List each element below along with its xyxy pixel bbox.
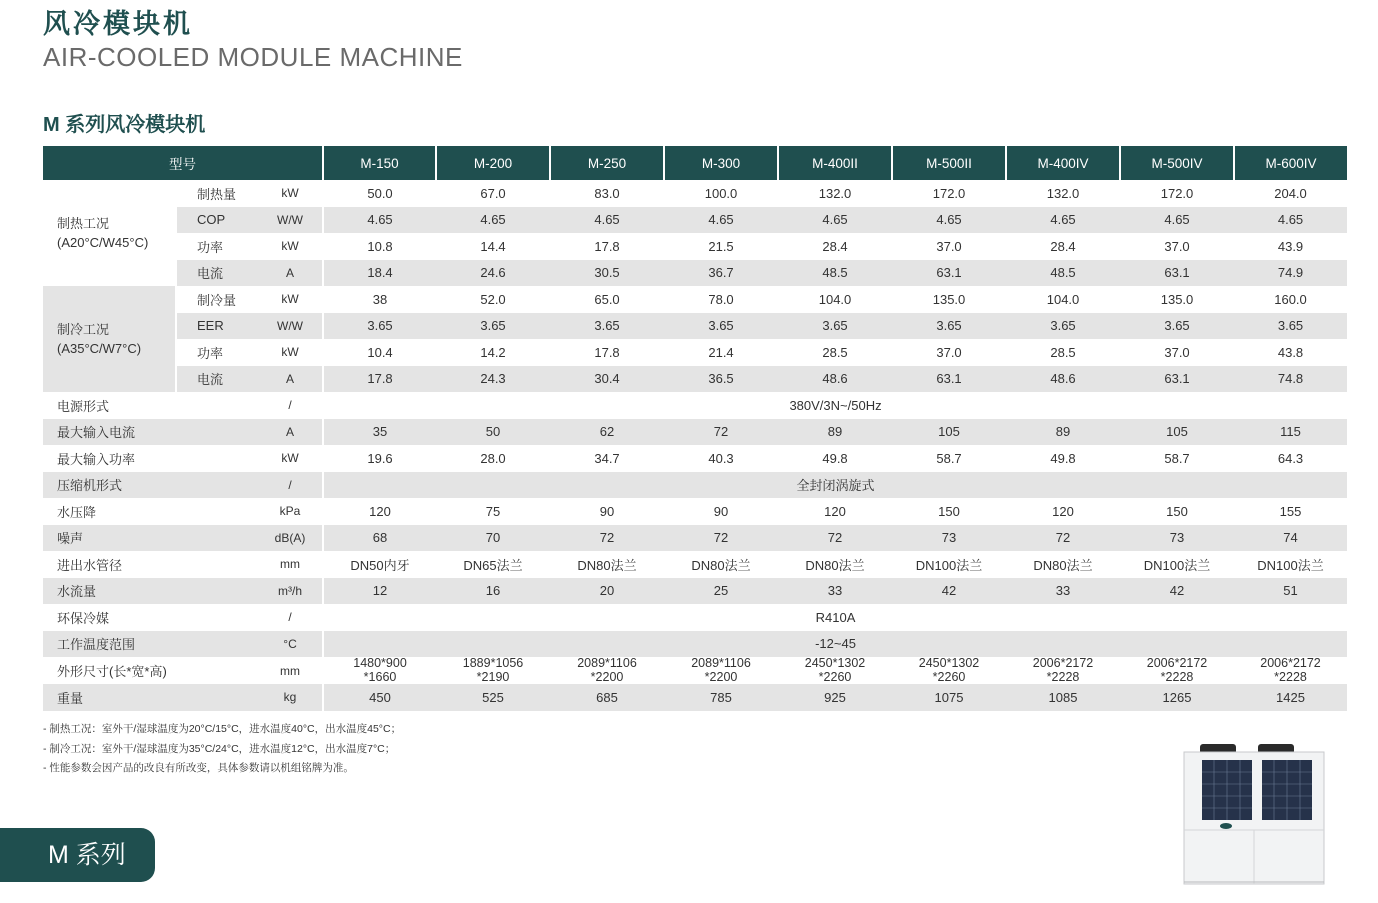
cell-value: 35	[323, 419, 436, 446]
cell-value: 36.5	[664, 366, 778, 393]
cell-value: 51	[1234, 578, 1347, 605]
header-model: M-400II	[778, 146, 892, 180]
cell-value: 2450*1302 *2260	[804, 657, 866, 684]
table-row	[43, 551, 1347, 578]
cell-value: 4.65	[436, 207, 550, 234]
row-label: 电源形式	[57, 398, 110, 414]
cell-value: 1425	[1234, 684, 1347, 711]
cell-value: 63.1	[892, 366, 1006, 393]
table-row	[43, 525, 1347, 552]
cell-value: 48.5	[778, 260, 892, 287]
table-row	[43, 286, 1347, 313]
cell-value: 2006*2172 *2228	[1260, 657, 1321, 684]
cell-value: 72	[550, 525, 664, 552]
row-label: COP	[176, 207, 258, 234]
cell-value: 37.0	[1164, 238, 1190, 254]
table-row	[43, 472, 1347, 499]
cell-value: 72	[778, 525, 892, 552]
row-label: 最大输入功率	[57, 451, 136, 467]
cell-value: 685	[550, 684, 664, 711]
cell-value: 132.0	[818, 185, 852, 201]
row-label: 制冷量	[176, 286, 258, 313]
cell-value: 75	[485, 503, 501, 519]
cell-value: 21.4	[708, 344, 734, 360]
cell-value: 204.0	[1274, 185, 1307, 201]
row-unit: /	[288, 610, 292, 625]
cell-value: 120	[824, 503, 846, 519]
cell-value: 28.4	[822, 238, 848, 254]
row-unit: A	[258, 419, 323, 446]
cell-value: 38	[323, 286, 436, 313]
cell-value: 90	[599, 503, 615, 519]
cell-value: 105	[1120, 419, 1234, 446]
group-label-line: (A35°C/W7°C)	[57, 341, 142, 356]
cell-value: 63.1	[892, 260, 1006, 287]
row-label: 水流量	[43, 578, 258, 605]
table-row	[43, 684, 1347, 711]
cell-span-value: 全封闭涡旋式	[323, 472, 1347, 499]
cell-value: 50	[436, 419, 550, 446]
cell-value: 104.0	[818, 291, 852, 307]
group-label-line: 制冷工况	[57, 322, 110, 337]
cell-value: DN100法兰	[1257, 557, 1324, 573]
cell-value: 62	[550, 419, 664, 446]
table-row	[43, 498, 1347, 525]
cell-value: DN80法兰	[691, 557, 751, 573]
row-unit: W/W	[258, 313, 323, 340]
row-unit: m³/h	[258, 578, 323, 605]
table-row	[43, 657, 1347, 684]
cell-value: DN100法兰	[915, 557, 983, 573]
cell-value: 73	[1120, 525, 1234, 552]
cell-value: 104.0	[1046, 291, 1080, 307]
header-model: M-400IV	[1006, 146, 1120, 180]
cell-value: 135.0	[1160, 291, 1194, 307]
row-label: 最大输入电流	[43, 419, 258, 446]
cell-value: DN80法兰	[805, 557, 865, 573]
cell-value: 40.3	[708, 450, 734, 466]
cell-value: 43.8	[1277, 344, 1304, 360]
cell-value: 105	[892, 419, 1006, 446]
cell-value: 37.0	[936, 238, 962, 254]
cell-value: 150	[938, 503, 960, 519]
row-unit: dB(A)	[258, 525, 323, 552]
header-model: M-600IV	[1234, 146, 1347, 180]
cell-span-value: -12~45	[323, 631, 1347, 658]
cell-value: 1085	[1006, 684, 1120, 711]
cell-value: 17.8	[323, 366, 436, 393]
cell-value: 28.5	[1050, 344, 1076, 360]
table-header-row	[43, 146, 1347, 180]
cell-value: 21.5	[708, 238, 734, 254]
cell-value: 1480*900 *1660	[323, 657, 436, 684]
row-label: EER	[176, 313, 258, 340]
page-title-en: AIR-COOLED MODULE MACHINE	[43, 42, 463, 72]
row-unit: mm	[280, 663, 300, 678]
cell-value: 3.65	[664, 313, 778, 340]
cell-value: 2089*1106 *2200	[577, 657, 637, 684]
cell-value: 70	[436, 525, 550, 552]
row-label: 噪声	[43, 525, 258, 552]
cell-value: 28.4	[1050, 238, 1076, 254]
table-row	[43, 631, 1347, 658]
row-unit: A	[258, 366, 323, 393]
table-row	[43, 604, 1347, 631]
cell-value: 2006*2172 *2228	[1032, 657, 1094, 684]
row-unit: mm	[280, 557, 300, 572]
cell-value: 2006*2172 *2228	[1146, 657, 1208, 684]
table-row	[43, 180, 1347, 207]
cell-value: 120	[323, 498, 436, 525]
cell-value: 17.8	[594, 344, 620, 360]
table-row	[43, 260, 1347, 287]
row-label: 重量	[43, 684, 258, 711]
cell-value: 49.8	[1050, 450, 1076, 466]
header-model: M-300	[664, 146, 778, 180]
cell-value: 1889*1056 *2190	[462, 657, 524, 684]
cell-value: 10.8	[323, 233, 436, 260]
cell-value: 50.0	[323, 180, 436, 207]
section-title: M 系列风冷模块机	[43, 114, 206, 136]
page-title-cn: 风冷模块机	[43, 9, 193, 39]
cell-value: 3.65	[323, 313, 436, 340]
cell-value: 67.0	[480, 185, 506, 201]
spec-table	[43, 146, 1347, 711]
cell-value: 33	[1006, 578, 1120, 605]
cell-value: 48.6	[778, 366, 892, 393]
row-label: 功率	[176, 233, 258, 260]
cell-value: 83.0	[594, 185, 620, 201]
footnote: - 制冷工况：室外干/湿球温度为35°C/24°C，进水温度12°C，出水温度7°C；	[43, 742, 396, 755]
cell-value: 3.65	[1006, 313, 1120, 340]
cell-value: 3.65	[550, 313, 664, 340]
cell-value: 925	[778, 684, 892, 711]
cell-value: 42	[1120, 578, 1234, 605]
cell-value: 25	[664, 578, 778, 605]
cell-value: 24.6	[436, 260, 550, 287]
module-unit-image	[1180, 742, 1328, 888]
cell-value: 4.65	[1234, 207, 1347, 234]
table-row	[43, 419, 1347, 446]
cell-value: DN80法兰	[1033, 557, 1093, 573]
cell-value: 68	[323, 525, 436, 552]
header-model: M-500II	[892, 146, 1006, 180]
cell-value: 30.4	[550, 366, 664, 393]
row-unit: kg	[258, 684, 323, 711]
group-label-line: 制热工况	[57, 216, 110, 231]
row-unit: /	[288, 398, 292, 413]
row-unit: /	[258, 472, 323, 499]
cell-value: 49.8	[822, 450, 848, 466]
cell-value: 10.4	[323, 339, 436, 366]
cell-value: 17.8	[594, 238, 620, 254]
cell-value: 34.7	[594, 450, 620, 466]
cell-value: 4.65	[778, 207, 892, 234]
cell-value: 18.4	[323, 260, 436, 287]
cell-value: 73	[892, 525, 1006, 552]
table-row	[43, 445, 1347, 472]
cell-span-value: 380V/3N~/50Hz	[323, 392, 1347, 419]
row-unit: A	[258, 260, 323, 287]
cell-value: 135.0	[932, 291, 966, 307]
cell-value: 785	[664, 684, 778, 711]
row-label: 进出水管径	[57, 557, 123, 573]
row-unit: kW	[281, 292, 299, 307]
header-model: M-250	[550, 146, 664, 180]
row-unit: kPa	[279, 504, 301, 519]
cell-value: 3.65	[778, 313, 892, 340]
table-row	[43, 392, 1347, 419]
row-label: 压缩机形式	[43, 472, 258, 499]
cell-value: 48.5	[1006, 260, 1120, 287]
cell-value: DN80法兰	[577, 557, 637, 573]
cell-value: DN50内牙	[323, 551, 436, 578]
cell-value: 100.0	[704, 185, 738, 201]
cell-value: DN100法兰	[1143, 557, 1211, 573]
footnotes	[43, 720, 401, 779]
cell-value: 64.3	[1277, 450, 1304, 466]
cell-value: 72	[664, 419, 778, 446]
footnote: - 性能参数会因产品的改良有所改变，具体参数请以机组铭牌为准。	[43, 762, 354, 774]
header-model: M-150	[323, 146, 436, 180]
cell-value: 115	[1234, 419, 1347, 446]
cell-value: 3.65	[1120, 313, 1234, 340]
group-label-line: (A20°C/W45°C)	[57, 235, 149, 250]
row-unit: kW	[281, 345, 299, 360]
table-row	[43, 366, 1347, 393]
cell-value: 450	[323, 684, 436, 711]
cell-value: 1075	[892, 684, 1006, 711]
cell-value: 30.5	[550, 260, 664, 287]
cell-value: 172.0	[1160, 185, 1194, 201]
cell-value: 3.65	[892, 313, 1006, 340]
footnote: - 制热工况：室外干/湿球温度为20°C/15°C，进水温度40°C，出水温度45°C；	[43, 723, 402, 735]
cell-value: 78.0	[708, 291, 734, 307]
cell-value: 52.0	[480, 291, 506, 307]
cell-value: 72	[1006, 525, 1120, 552]
cell-value: 14.2	[480, 344, 506, 360]
cell-value: 12	[323, 578, 436, 605]
cell-value: 4.65	[550, 207, 664, 234]
cell-value: 74.9	[1234, 260, 1347, 287]
cell-value: 2450*1302 *2260	[918, 657, 980, 684]
row-unit: °C	[258, 631, 323, 658]
cell-value: 150	[1166, 503, 1188, 519]
cell-value: 42	[892, 578, 1006, 605]
cell-value: 160.0	[1274, 291, 1307, 307]
row-label: 工作温度范围	[43, 631, 258, 658]
cell-value: 1265	[1120, 684, 1234, 711]
table-row	[43, 313, 1347, 340]
table-row	[43, 233, 1347, 260]
cell-value: 72	[664, 525, 778, 552]
cell-value: 37.0	[1164, 344, 1190, 360]
row-label: 制热量	[176, 180, 258, 207]
cell-span-value: R410A	[323, 604, 1347, 631]
cell-value: 14.4	[480, 238, 506, 254]
table-row	[43, 339, 1347, 366]
cell-value: 20	[550, 578, 664, 605]
cell-value: 63.1	[1120, 366, 1234, 393]
cell-value: 65.0	[594, 291, 620, 307]
cell-value: 28.5	[822, 344, 848, 360]
cell-value: 89	[778, 419, 892, 446]
cell-value: DN65法兰	[463, 557, 523, 573]
cell-value: 28.0	[480, 450, 506, 466]
row-label: 外形尺寸(长*宽*高)	[57, 664, 167, 679]
row-unit: kW	[281, 239, 299, 254]
cell-value: 90	[713, 503, 729, 519]
cell-value: 2089*1106 *2200	[691, 657, 751, 684]
header-model: M-200	[436, 146, 550, 180]
cell-value: 4.65	[1006, 207, 1120, 234]
row-label: 水压降	[57, 504, 97, 520]
row-unit: W/W	[258, 207, 323, 234]
row-label: 功率	[176, 339, 258, 366]
cell-value: 120	[1052, 503, 1074, 519]
table-row	[43, 578, 1347, 605]
cell-value: 3.65	[436, 313, 550, 340]
cell-value: 19.6	[323, 445, 436, 472]
row-label: 电流	[176, 366, 258, 393]
cell-value: 155	[1279, 503, 1302, 519]
row-unit: kW	[281, 451, 299, 466]
cell-value: 525	[436, 684, 550, 711]
cell-value: 33	[778, 578, 892, 605]
cell-value: 132.0	[1046, 185, 1080, 201]
cooling-group-label	[43, 286, 176, 392]
cell-value: 58.7	[936, 450, 962, 466]
cell-value: 63.1	[1120, 260, 1234, 287]
heating-group-label	[43, 180, 176, 286]
cell-value: 58.7	[1164, 450, 1190, 466]
series-tab: M 系列	[0, 828, 155, 882]
cell-value: 36.7	[664, 260, 778, 287]
row-label: 环保冷媒	[57, 610, 110, 626]
cell-value: 74.8	[1234, 366, 1347, 393]
cell-value: 4.65	[1120, 207, 1234, 234]
cell-value: 48.6	[1006, 366, 1120, 393]
cell-value: 172.0	[932, 185, 966, 201]
cell-value: 16	[436, 578, 550, 605]
cell-value: 24.3	[436, 366, 550, 393]
cell-value: 4.65	[892, 207, 1006, 234]
row-label: 电流	[176, 260, 258, 287]
cell-value: 4.65	[323, 207, 436, 234]
cell-value: 3.65	[1234, 313, 1347, 340]
header-model: M-500IV	[1120, 146, 1234, 180]
cell-value: 43.9	[1277, 238, 1304, 254]
row-unit: kW	[281, 186, 299, 201]
cell-value: 4.65	[664, 207, 778, 234]
table-row	[43, 207, 1347, 234]
cell-value: 74	[1234, 525, 1347, 552]
cell-value: 89	[1006, 419, 1120, 446]
cell-value: 37.0	[936, 344, 962, 360]
header-model-label: 型号	[43, 146, 323, 180]
